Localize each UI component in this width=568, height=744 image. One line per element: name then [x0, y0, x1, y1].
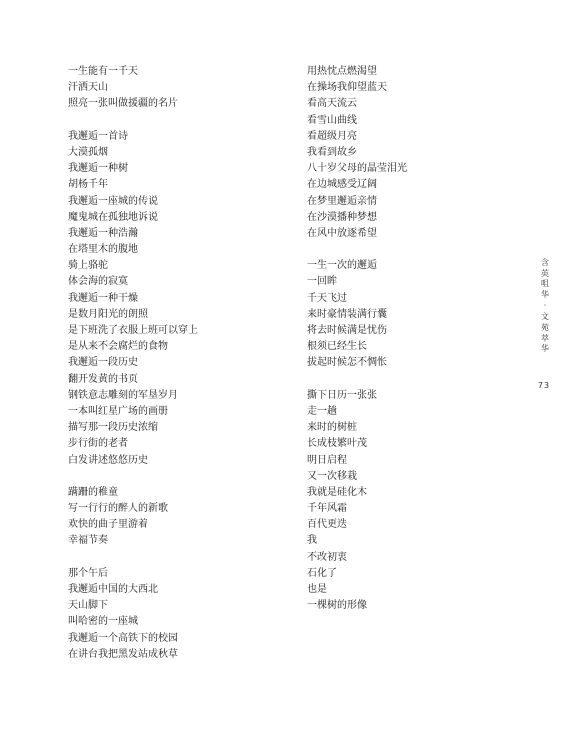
poem-line: 来时的树桩: [307, 422, 357, 434]
poem-line: 撕下日历一张张: [307, 389, 377, 401]
poem-line: 走一趟: [307, 405, 337, 417]
poem-line: 步行街的老者: [68, 438, 128, 450]
poem-line: 在操场我仰望蓝天: [307, 82, 387, 94]
poem-line: 幸福节奏: [68, 535, 108, 547]
poem-line: 来时豪情装满行囊: [307, 308, 387, 320]
poem-line: 白发讲述悠悠历史: [68, 454, 148, 466]
poem-line: 天山脚下: [68, 600, 108, 612]
poem-line: 将去时候满是忧伤: [307, 325, 387, 336]
poem-line: 我邂逅一段历史: [68, 357, 138, 369]
stanza-break: [68, 469, 278, 485]
poem-line: 看雪山曲线: [307, 114, 357, 126]
poem-left-column: [68, 64, 278, 663]
page-number: 73: [537, 381, 551, 390]
poem-line: 明日启程: [307, 454, 347, 466]
poem-line: 我邂逅一种浩瀚: [68, 227, 138, 239]
poem-line: 一回眸: [307, 276, 337, 288]
poem-line: 骑上骆驼: [68, 260, 108, 272]
stanza-break: [307, 372, 507, 388]
poem-line: 长成枝繁叶茂: [307, 438, 367, 450]
poem-line: 汗洒天山: [68, 82, 108, 94]
poem-line: 在塔里木的腹地: [68, 244, 138, 256]
poem-line: 钢铁意志雕刻的军垦岁月: [68, 389, 178, 401]
poem-line: 在边城感受辽阔: [307, 179, 377, 191]
poem-line: 千年风霜: [307, 503, 347, 515]
stanza-break: [307, 242, 507, 258]
poem-right-column: [307, 64, 507, 614]
poem-line: 照亮一张叫做援疆的名片: [68, 98, 178, 110]
running-header: [538, 258, 552, 355]
poem-line: 是数月阳光的朗照: [68, 308, 148, 320]
poem-line: 千天飞过: [307, 292, 347, 304]
stanza-break: [68, 113, 278, 129]
poem-line: 在梦里邂逅亲情: [307, 195, 377, 207]
poem-line: 我邂逅一个高铁下的校园: [68, 632, 178, 644]
poem-line: 大漠孤烟: [68, 146, 108, 158]
poem-line: 我邂逅一种干燥: [68, 292, 138, 304]
poem-line: 拔起时候怎不惆怅: [307, 357, 387, 369]
poem-line: 胡杨千年: [68, 179, 108, 191]
poem-line: 在讲台我把黑发站成秋草: [68, 648, 178, 660]
poem-line: 我看到故乡: [307, 146, 357, 158]
poem-line: 一生能有一千天: [68, 66, 138, 77]
poem-line: 八十岁父母的晶莹泪光: [307, 163, 407, 175]
poem-line: 我邂逅一首诗: [68, 130, 128, 142]
poem-line: 百代更迭: [307, 519, 347, 531]
poem-line: 根须已经生长: [307, 341, 367, 353]
poem-line: 也是: [307, 584, 327, 595]
poem-line: 又一次移栽: [307, 470, 357, 482]
poem-line: 是从来不会腐烂的食物: [68, 341, 168, 353]
poem-line: 用热忱点燃渴望: [307, 66, 377, 77]
poem-line: 描写那一段历史浓缩: [68, 422, 158, 434]
poem-line: 我邂逅一座城的传说: [68, 195, 158, 207]
poem-line: 魔鬼城在孤独地诉说: [68, 211, 158, 223]
poem-line: 翻开发黄的书页: [68, 373, 138, 385]
poem-line: 叫哈密的一座城: [68, 616, 138, 628]
poem-line: 蹒跚的稚童: [68, 486, 118, 498]
poem-line: 看高天流云: [307, 98, 357, 110]
book-title: 含英咀华: [541, 258, 549, 299]
poem-line: 一本叫红星广场的画册: [68, 405, 168, 417]
header-separator: ·: [543, 301, 547, 311]
poem-line: 不改初衷: [307, 551, 347, 563]
section-title: 文苑萃华: [541, 312, 549, 354]
poem-line: 欢快的曲子里游着: [68, 519, 148, 531]
stanza-break: [68, 550, 278, 566]
poem-line: 我邂逅一种树: [68, 163, 128, 175]
poem-line: 体会海的寂寞: [68, 276, 128, 288]
poem-line: 一生一次的邂逅: [307, 260, 377, 272]
poem-line: 在风中放逐希望: [307, 227, 377, 239]
poem-line: 那个午后: [68, 567, 108, 579]
poem-line: 写一行行的醉人的新歌: [68, 503, 168, 515]
poem-line: 我: [307, 535, 317, 547]
poem-line: 我邂逅中国的大西北: [68, 584, 158, 595]
poem-line: 在沙漠播种梦想: [307, 211, 377, 223]
poem-line: 我就是硅化木: [307, 486, 367, 498]
poem-line: 石化了: [307, 567, 337, 579]
poem-line: 看超级月亮: [307, 130, 357, 142]
poem-line: 一棵树的形像: [307, 600, 367, 612]
poem-line: 是下班洗了衣服上班可以穿上: [68, 325, 198, 336]
